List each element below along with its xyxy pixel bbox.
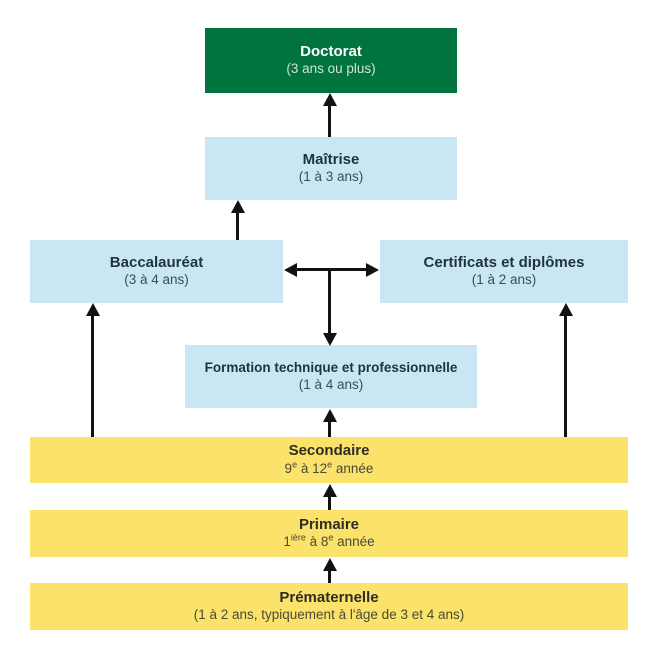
arrow-link-to-formation-head-icon bbox=[323, 333, 337, 346]
node-formation bbox=[185, 345, 477, 408]
arrow-bacc-cert-link-shaft bbox=[296, 268, 367, 271]
grade-from: 1 bbox=[283, 534, 291, 550]
node-title: Certificats et diplômes bbox=[423, 253, 585, 271]
grade-to-sup: e bbox=[327, 459, 333, 470]
grade-suffix: année bbox=[333, 534, 375, 550]
node-title: Secondaire bbox=[288, 442, 370, 460]
arrow-primaire-to-secondaire-shaft bbox=[328, 495, 331, 510]
node-subtitle: (3 ans ou plus) bbox=[286, 61, 376, 77]
node-title: Primaire bbox=[298, 515, 360, 533]
arrow-link-to-certificats-head-icon bbox=[366, 263, 379, 277]
node-primaire bbox=[30, 510, 628, 557]
grade-to: 12 bbox=[312, 460, 328, 476]
grade-to: 8 bbox=[320, 534, 329, 550]
node-secondaire bbox=[30, 437, 628, 483]
node-subtitle: (1 à 2 ans, typiquement à l'âge de 3 et 4 ans) bbox=[193, 607, 465, 623]
arrow-secondaire-to-formation-shaft bbox=[328, 420, 331, 437]
node-subtitle bbox=[285, 461, 374, 478]
node-subtitle bbox=[283, 534, 374, 551]
node-certificats bbox=[380, 240, 628, 303]
node-title: Maîtrise bbox=[302, 150, 360, 168]
node-subtitle: (1 à 2 ans) bbox=[471, 272, 537, 288]
grade-mid: à bbox=[305, 534, 321, 550]
arrow-baccalaureat-to-maitrise-shaft bbox=[236, 211, 239, 240]
node-subtitle: (1 à 3 ans) bbox=[298, 169, 364, 185]
node-subtitle: (3 à 4 ans) bbox=[124, 272, 189, 288]
node-maitrise bbox=[205, 137, 457, 200]
arrow-secondaire-to-baccalaureat-shaft bbox=[91, 314, 94, 437]
grade-from: 9 bbox=[284, 460, 293, 476]
arrow-secondaire-to-certificats-shaft bbox=[564, 314, 567, 437]
arrow-maitrise-to-doctorat-shaft bbox=[328, 104, 331, 137]
grade-from-sup: e bbox=[292, 459, 298, 470]
node-title: Formation technique et professionnelle bbox=[204, 359, 458, 375]
grade-to-sup: e bbox=[328, 532, 334, 543]
node-baccalaureat bbox=[30, 240, 283, 303]
node-title: Prématernelle bbox=[279, 588, 379, 606]
node-title: Doctorat bbox=[300, 42, 362, 60]
node-prematernelle bbox=[30, 583, 628, 630]
grade-mid: à bbox=[297, 460, 313, 476]
node-title: Baccalauréat bbox=[109, 253, 204, 271]
grade-suffix: année bbox=[332, 460, 374, 476]
grade-from-sup: ière bbox=[290, 532, 306, 543]
node-doctorat bbox=[205, 28, 457, 93]
arrow-prematernelle-to-primaire-shaft bbox=[328, 569, 331, 583]
node-subtitle: (1 à 4 ans) bbox=[298, 376, 364, 392]
arrow-link-to-formation-shaft bbox=[328, 268, 331, 334]
